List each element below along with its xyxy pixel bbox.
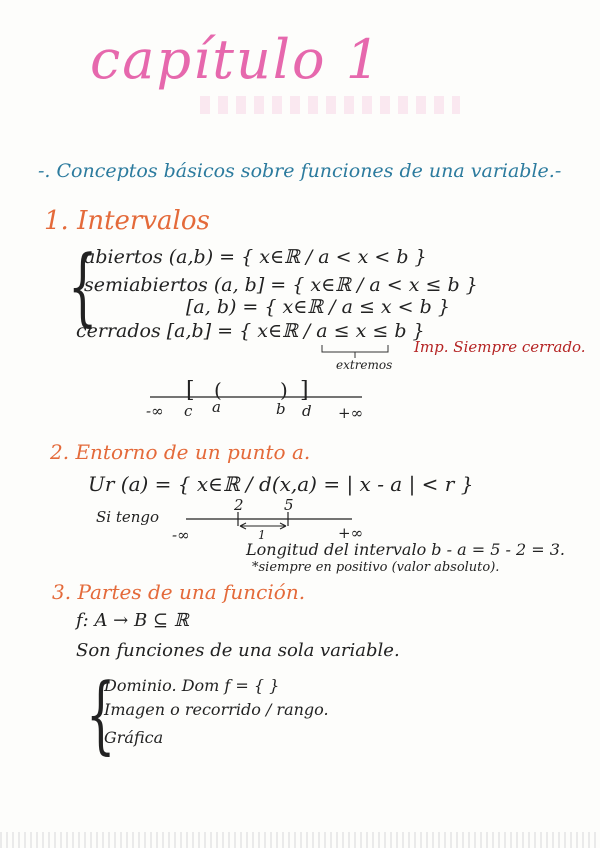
entorno-definition: Ur (a) = { x∈ℝ / d(x,a) = | x - a | < r } [88,472,474,496]
parts-item-grafica: Gráfica [104,728,164,747]
svg-text:(: ( [214,378,222,402]
extremos-label: extremos [336,358,393,372]
section-1-heading: 1. Intervalos [44,206,210,236]
section-3-brace: { [86,665,116,763]
tick-5-label: 5 [284,496,294,514]
axis-label-d: d [302,402,312,420]
axis-label-b: b [276,400,286,418]
section-3-subtitle: Son funciones de una sola variable. [76,640,400,661]
axis-label-c: c [184,402,193,420]
intro-heading: -. Conceptos básicos sobre funciones de una variable.- [38,160,562,182]
tick-1-label: 1 [258,528,266,542]
tick-2-label: 2 [234,496,244,514]
interval-cerrados: cerrados [a,b] = { x∈ℝ / a ≤ x ≤ b } [76,320,425,342]
interval-abiertos: abiertos (a,b) = { x∈ℝ / a < x < b } [84,246,427,268]
axis-label-plus-inf: +∞ [338,404,364,422]
cerrado-note: Imp. Siempre cerrado. [414,338,586,356]
parts-item-dominio: Dominio. Dom f = { } [104,676,280,695]
svg-text:[: [ [186,378,195,403]
axis-label-a: a [212,398,221,416]
svg-text:]: ] [300,378,309,403]
si-tengo-label: Si tengo [96,508,160,526]
longitud-text: Longitud del intervalo b - a = 5 - 2 = 3. [246,540,565,559]
function-mapping: f: A → B ⊆ ℝ [76,610,189,631]
svg-text:): ) [280,378,288,402]
entorno-plus-inf: +∞ [338,524,364,542]
interval-semiabiertos-1: semiabiertos (a, b] = { x∈ℝ / a < x ≤ b } [84,274,478,296]
entorno-minus-inf: -∞ [172,526,190,544]
section-1-brace: { [68,237,98,335]
page-bottom-edge [0,832,600,848]
axis-label-minus-inf: -∞ [146,402,164,420]
siempre-text: *siempre en positivo (valor absoluto). [252,560,500,575]
interval-semiabiertos-2: [a, b) = { x∈ℝ / a ≤ x < b } [186,296,450,318]
section-3-heading: 3. Partes de una función. [52,580,306,604]
section-2-heading: 2. Entorno de un punto a. [50,440,311,464]
parts-item-imagen: Imagen o recorrido / rango. [104,700,329,719]
chapter-title: capítulo 1 [90,28,383,91]
